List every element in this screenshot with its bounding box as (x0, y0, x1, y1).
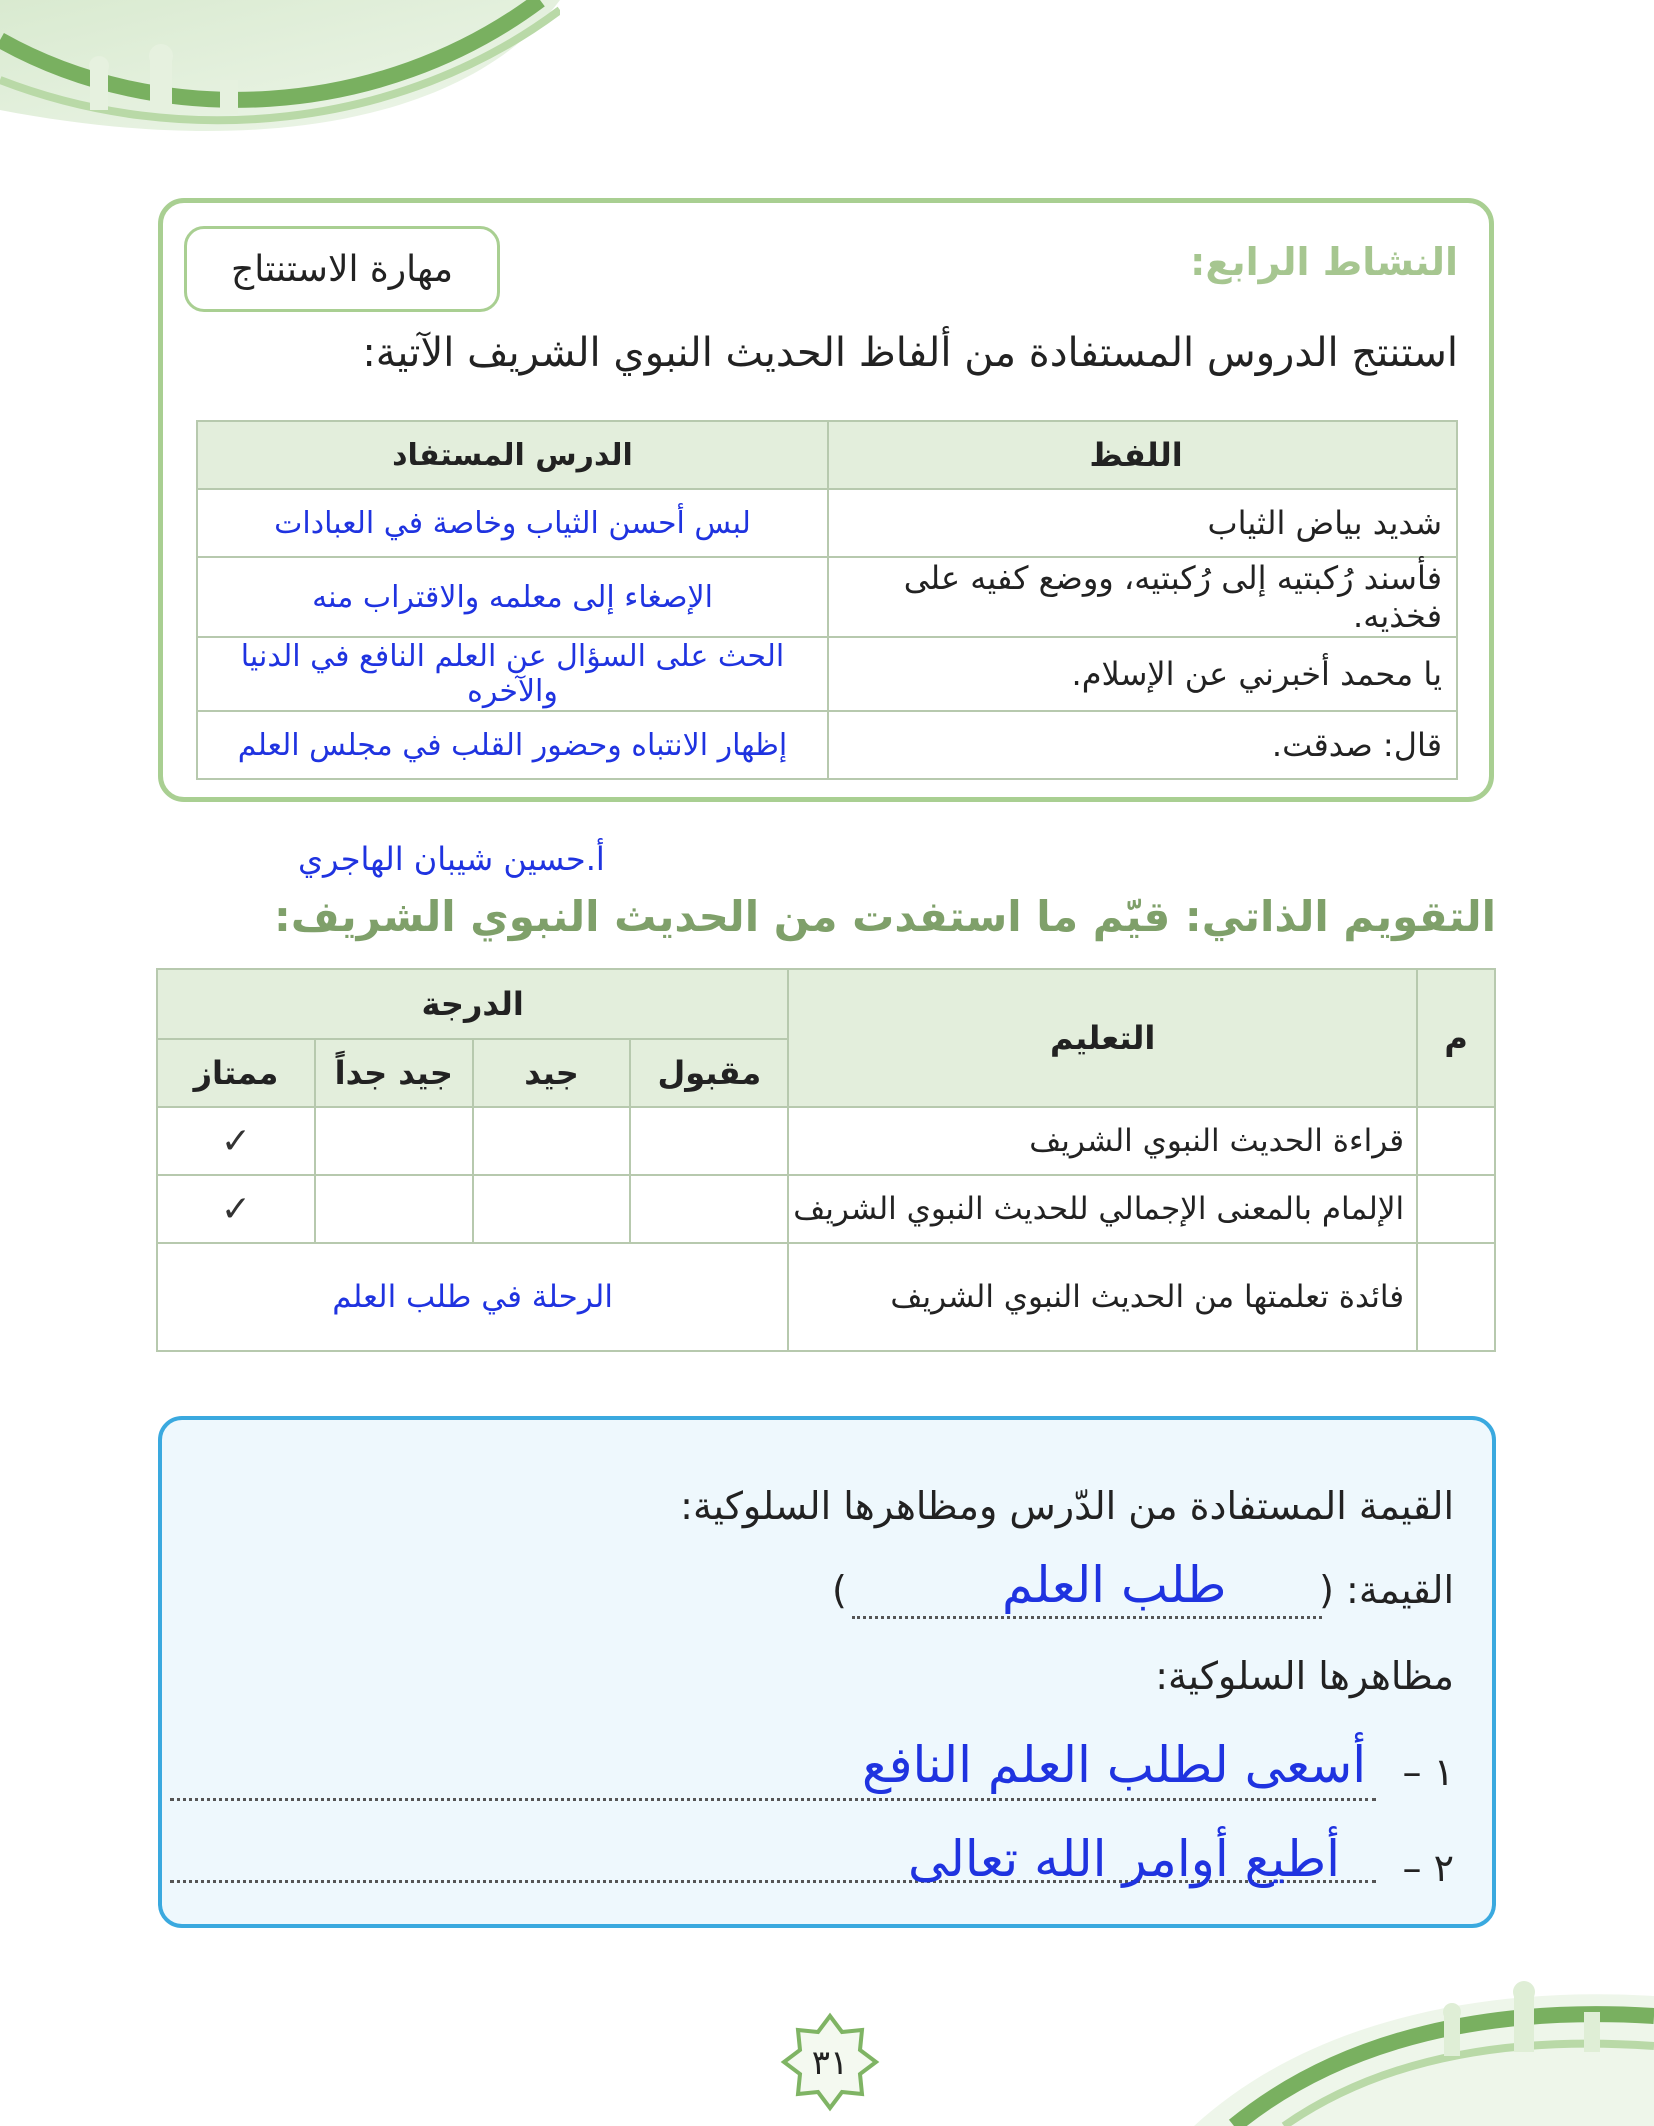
grade-cell-acceptable (630, 1107, 788, 1175)
item-1-number: ١ – (1402, 1750, 1454, 1794)
grade-cell-good (473, 1175, 631, 1243)
grade-cell-very-good (315, 1175, 473, 1243)
self-evaluation-title: التقويم الذاتي: قيّم ما استفدت من الحديث النبوي الشريف: (274, 892, 1496, 941)
value-answer-line (852, 1616, 1322, 1619)
item-1-answer: أسعى لطلب العلم النافع (862, 1736, 1367, 1794)
benefit-label: فائدة تعلمتها من الحديث النبوي الشريف (788, 1243, 1417, 1351)
row-number-cell (1417, 1243, 1495, 1351)
lesson-cell: لبس أحسن الثياب وخاصة في العبادات (197, 489, 828, 557)
table-row (157, 1175, 1495, 1243)
grade-cell-good (473, 1107, 631, 1175)
bottom-corner-decoration (1194, 1976, 1654, 2126)
header-word: اللفظ (828, 421, 1457, 489)
behaviors-label: مظاهرها السلوكية: (1155, 1654, 1454, 1698)
lesson-cell: الحث على السؤال عن العلم النافع في الدنيا والآخره (197, 637, 828, 711)
top-corner-decoration (0, 0, 560, 160)
word-cell: فأسند رُكبتيه إلى رُكبتيه، ووضع كفيه على فخذيه. (828, 557, 1457, 637)
grade-cell-acceptable (630, 1175, 788, 1243)
row-number-cell (1417, 1107, 1495, 1175)
activity-instruction: استنتج الدروس المستفادة من ألفاظ الحديث النبوي الشريف الآتية: (362, 330, 1458, 376)
item-2-answer: أطيع أوامر الله تعالى (908, 1830, 1341, 1888)
activity-title: النشاط الرابع: (1190, 240, 1458, 284)
header-lesson: الدرس المستفاد (197, 421, 828, 489)
value-label: القيمة: ( (1319, 1568, 1454, 1612)
row-number-cell (1417, 1175, 1495, 1243)
grade-cell-very-good (315, 1107, 473, 1175)
value-heading: القيمة المستفادة من الدّرس ومظاهرها السلوكية: (680, 1484, 1454, 1528)
word-cell: قال: صدقت. (828, 711, 1457, 779)
header-grade: الدرجة (157, 969, 788, 1039)
header-acceptable: مقبول (630, 1039, 788, 1107)
page-number-badge (780, 2012, 880, 2112)
header-excellent: ممتاز (157, 1039, 315, 1107)
item-1-line (170, 1798, 1376, 1801)
skill-badge (184, 226, 500, 312)
check-mark-icon: ✓ (157, 1107, 315, 1175)
table-row (157, 1243, 1495, 1351)
header-learning: التعليم (788, 969, 1417, 1107)
benefit-answer: الرحلة في طلب العلم (157, 1243, 788, 1351)
table-row (197, 637, 1457, 711)
learning-cell: قراءة الحديث النبوي الشريف (788, 1107, 1417, 1175)
value-answer: طلب العلم (1002, 1556, 1227, 1614)
table-row (197, 557, 1457, 637)
header-number: م (1417, 969, 1495, 1107)
skill-label: مهارة الاستنتاج (230, 248, 454, 290)
table-row (197, 711, 1457, 779)
item-2-number: ٢ – (1402, 1846, 1454, 1890)
self-evaluation-table (156, 968, 1496, 1352)
word-cell: شديد بياض الثياب (828, 489, 1457, 557)
lesson-cell: الإصغاء إلى معلمه والاقتراب منه (197, 557, 828, 637)
table-row (157, 1107, 1495, 1175)
value-close-paren: ) (832, 1568, 847, 1612)
header-good: جيد (473, 1039, 631, 1107)
table-row (197, 489, 1457, 557)
author-name: أ.حسين شيبان الهاجري (298, 840, 605, 878)
value-box (158, 1416, 1496, 1928)
lesson-cell: إظهار الانتباه وحضور القلب في مجلس العلم (197, 711, 828, 779)
page-number: ٣١ (811, 2043, 849, 2083)
word-cell: يا محمد أخبرني عن الإسلام. (828, 637, 1457, 711)
learning-cell: الإلمام بالمعنى الإجمالي للحديث النبوي الشريف (788, 1175, 1417, 1243)
check-mark-icon: ✓ (157, 1175, 315, 1243)
lessons-table (196, 420, 1458, 780)
header-very-good: جيد جداً (315, 1039, 473, 1107)
